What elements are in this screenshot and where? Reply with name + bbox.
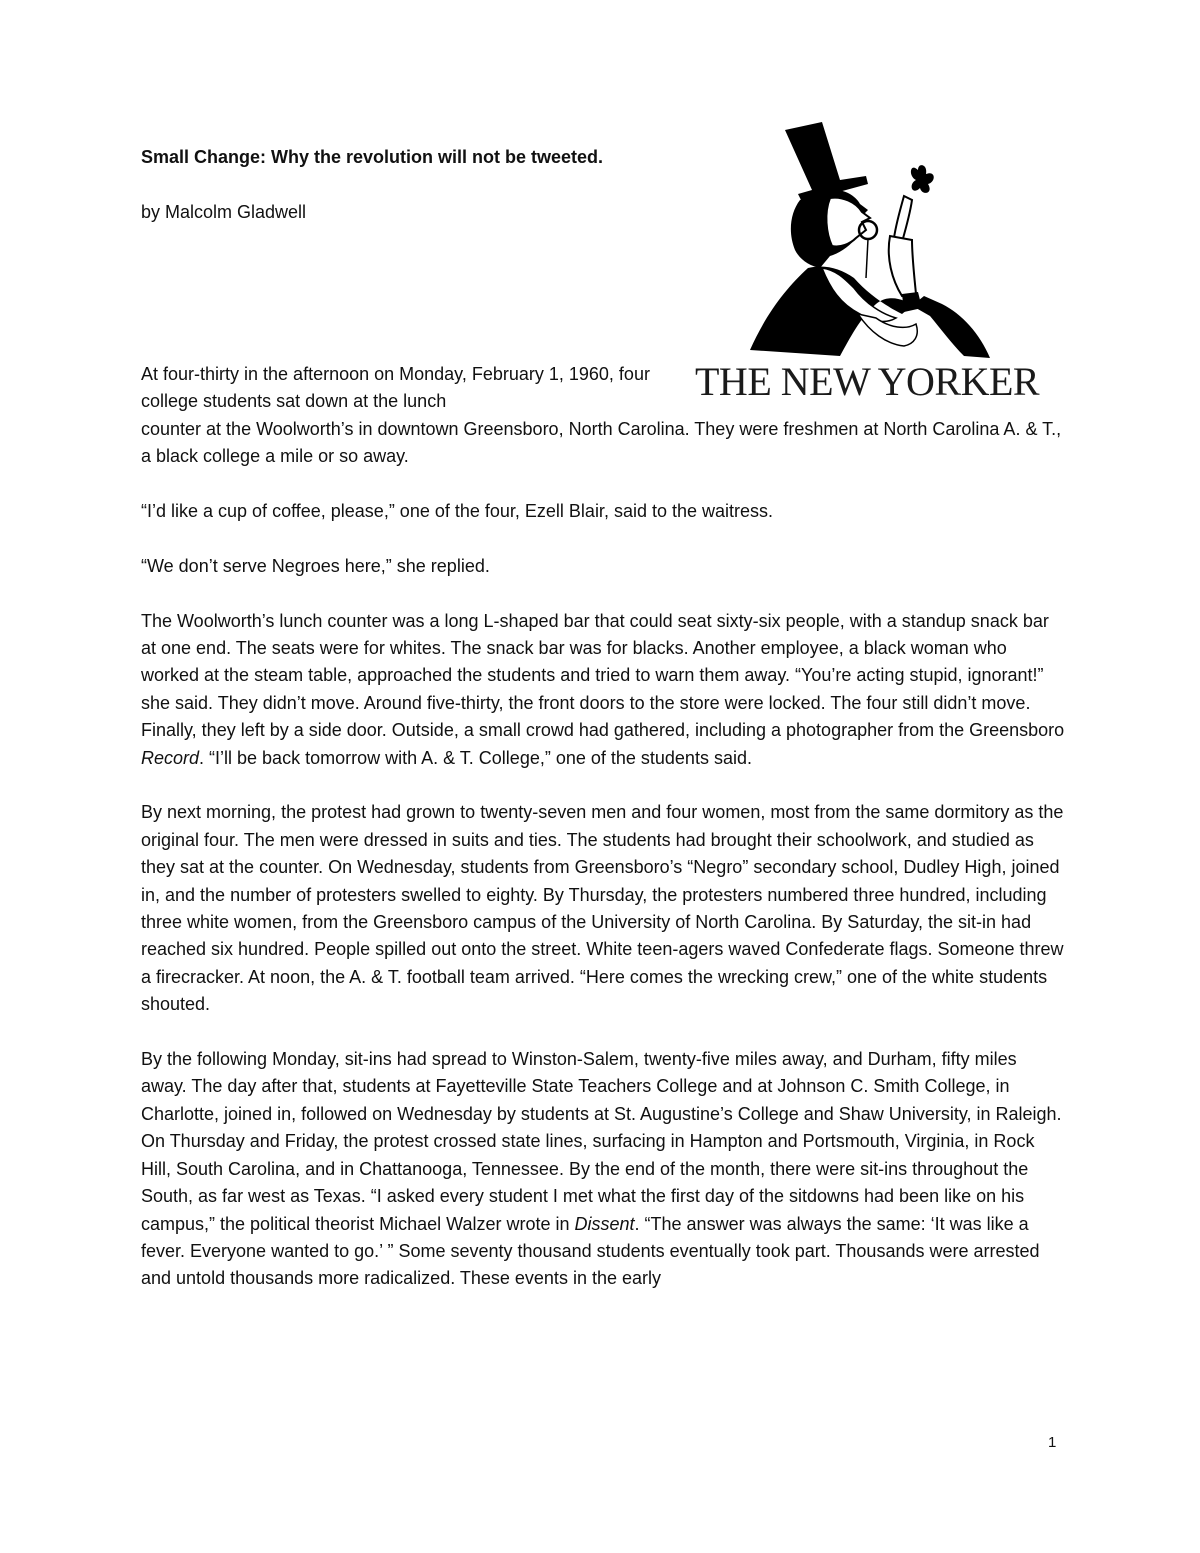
- paragraph: “We don’t serve Negroes here,” she replied.: [141, 555, 490, 576]
- new-yorker-wordmark: THE NEW YORKER: [695, 359, 1040, 404]
- article-byline: by Malcolm Gladwell: [141, 202, 307, 222]
- paragraph: By next morning, the protest had grown to twenty-seven men and four women, most from the same dormitory as the original four. The men were dressed in suits and ties. The students had brought their schoolwork, and studied as they sat at the counter. On Wednesday, students from Greensboro’s “Negro” secondary school, Dudley High, joined in, and the number of protesters swelled to eighty. By Thursday, the protesters numbered three hundred, including three white women, from the Greensboro campus of the University of North Carolina. By Saturday, the sit-in had reached six hundred. People spilled out onto the street. White teen-agers waved Confederate flags. Someone threw a firecracker. At noon, the A. & T. football team arrived. “Here comes the wrecking crew,” one of the white students shouted.: [141, 802, 1064, 1015]
- paragraph: [141, 361, 1066, 471]
- paragraph: “I’d like a cup of coffee, please,” one of the four, Ezell Blair, said to the waitress.: [141, 501, 774, 522]
- paragraph-text: By the following Monday, sit-ins had spread to Winston-Salem, twenty-five miles away, and Durham, fifty miles away. The day after that, students at Fayetteville State Teachers College and at Johnson C. Smith College, in Charlotte, joined in, followed on Wednesday by students at St. Augustine’s College and Shaw University, in Raleigh. On Thursday and Friday, the protest crossed state lines, surfacing in Hampton and Portsmouth, Virginia, in Rock Hill, South Carolina, and in Chattanooga, Tennessee. By the end of the month, there were sit-ins throughout the South, as far west as Texas. “I asked every student I met what the first day of the sitdowns had been like on his campus,” the political theorist Michael Walzer wrote in: [141, 1049, 1062, 1234]
- paragraph-continuation: counter at the Woolworth’s in downtown Greensboro, North Carolina. They were freshmen at North Carolina A. & T., a black college a mile or so away.: [141, 418, 1062, 467]
- paragraph: [141, 1046, 1066, 1293]
- page-number: 1: [1048, 1434, 1057, 1451]
- article-title: Small Change: Why the revolution will not be tweeted.: [141, 147, 604, 167]
- publication-name: Dissent: [574, 1213, 635, 1234]
- publication-name: Record: [141, 747, 200, 768]
- paragraph: [141, 608, 1066, 772]
- paragraph-opening-lines: At four-thirty in the afternoon on Monday, February 1, 1960, four college students sat down at the lunch: [141, 364, 650, 412]
- paragraph-text: . “I’ll be back tomorrow with A. & T. College,” one of the students said.: [199, 747, 752, 768]
- paragraph-text: The Woolworth’s lunch counter was a long L-shaped bar that could seat sixty-six people, with a standup snack bar at one end. The seats were for whites. The snack bar was for blacks. Another employee, a black woman who worked at the steam table, approached the students and tried to warn them away. “You’re acting stupid, ignorant!” she said. They didn’t move. Around five-thirty, the front doors to the store were locked. The four still didn’t move. Finally, they left by a side door. Outside, a small crowd had gathered, including a photographer from the Greensboro: [141, 610, 1065, 741]
- article-body: [141, 361, 1066, 1320]
- paragraph-text: . “The answer was always the same: ‘It was like a fever. Everyone wanted to go.’ ” Some seventy thousand students eventually took part. Thousands were arrested and untold thousands more radicalized. These events in the early: [141, 1213, 1040, 1289]
